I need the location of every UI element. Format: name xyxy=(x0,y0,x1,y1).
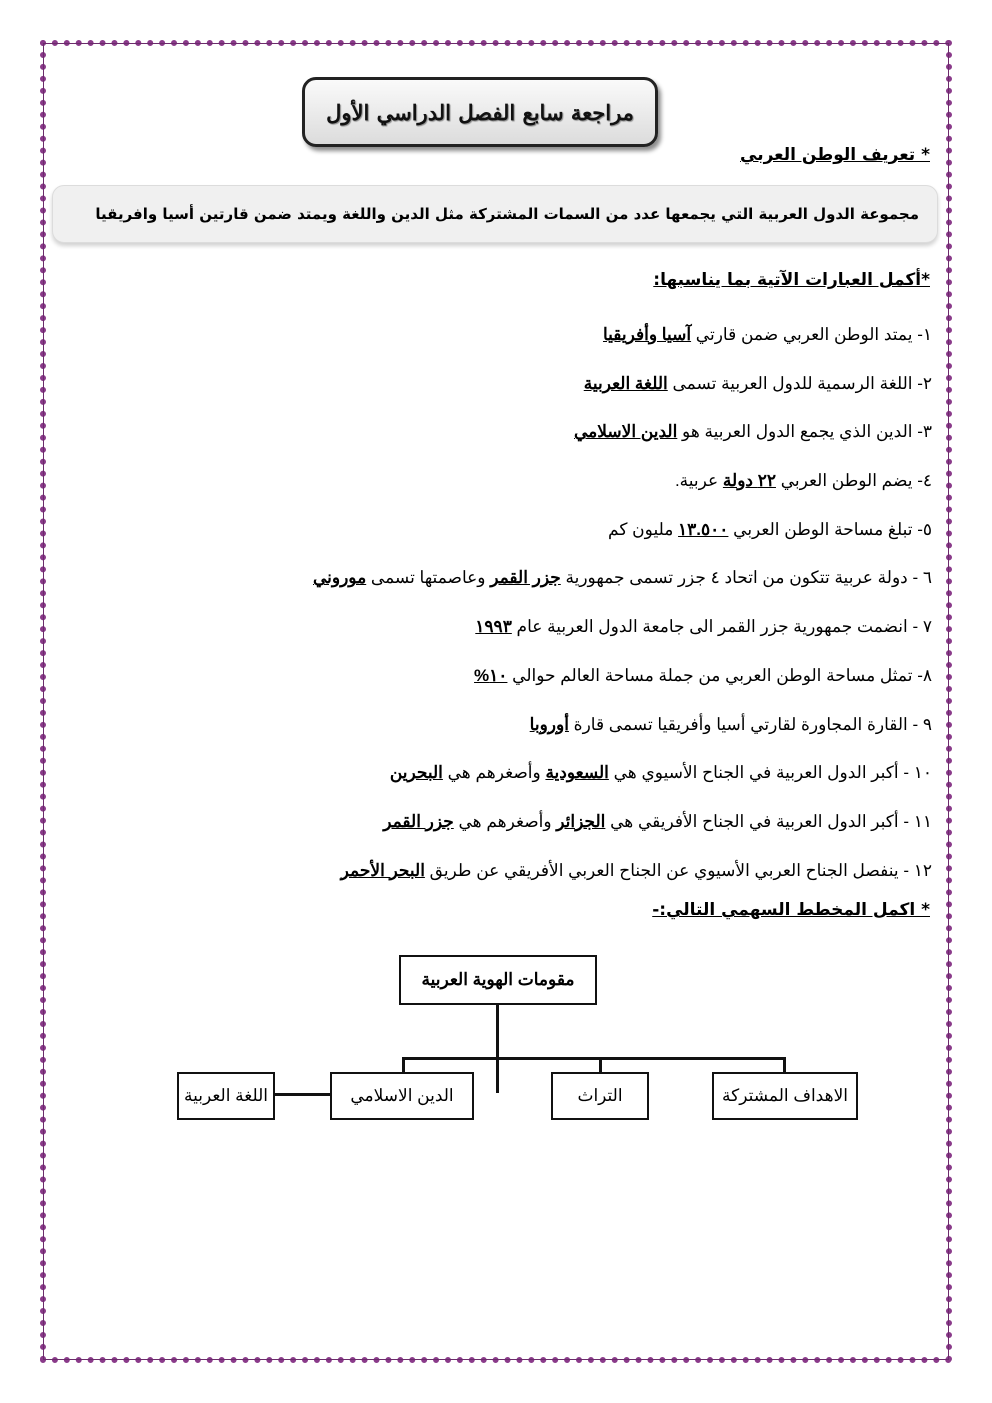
list-item: ٦ - دولة عربية تتكون من اتحاد ٤ جزر تسمى جمهورية جزر القمر وعاصمتها تسمى موروني xyxy=(312,568,932,588)
answer: موروني xyxy=(312,568,367,588)
diagram-node-heritage: التراث xyxy=(551,1072,649,1120)
connector-line xyxy=(496,1005,499,1093)
diagram-node-goals: الاهداف المشتركة xyxy=(712,1072,858,1120)
list-item: ٩ - القارة المجاورة لقارتي أسيا وأفريقيا تسمى قارة أوروبا xyxy=(529,714,932,734)
definition-heading: * تعريف الوطن العربي xyxy=(740,145,930,165)
connector-line xyxy=(783,1057,786,1072)
definition-box xyxy=(52,185,938,243)
list-item: ١- يمتد الوطن العربي ضمن قارتي آسيا وأفريقيا xyxy=(602,325,932,344)
answer: البحرين xyxy=(389,763,443,783)
list-item: ٢- اللغة الرسمية للدول العربية تسمى اللغة العربية xyxy=(583,373,932,393)
complete-heading: *أكمل العبارات الآتية بما يناسبها: xyxy=(653,270,930,290)
answer: البحر الأحمر xyxy=(340,860,425,880)
connector-line xyxy=(402,1057,785,1060)
answer: ٢٢ دولة xyxy=(722,471,776,491)
answer: الجزائر xyxy=(556,811,606,831)
definition-text: مجموعة الدول العربية التي يجمعها عدد من السمات المشتركة مثل الدين واللغة ويمتد ضمن قارتين أسيا وافريقيا xyxy=(95,205,919,223)
answer: ١٩٩٣ xyxy=(475,617,512,637)
page-title: مراجعة سابع الفصل الدراسي الأول xyxy=(302,77,658,147)
connector-line xyxy=(599,1057,602,1072)
answer: أوروبا xyxy=(529,714,569,734)
answer: جزر القمر xyxy=(383,811,454,831)
answer: ١٠% xyxy=(474,665,508,685)
diagram-node-language: اللغة العربية xyxy=(177,1072,275,1120)
diagram-node-religion: الدين الاسلامي xyxy=(330,1072,474,1120)
answer: آسيا وأفريقيا xyxy=(602,325,692,344)
answer: اللغة العربية xyxy=(583,373,668,393)
answer: الدين الاسلامي xyxy=(574,422,678,442)
connector-line xyxy=(275,1093,330,1096)
list-item: ١١ - أكبر الدول العربية في الجناح الأفريقي هي الجزائر وأصغرهم هي جزر القمر xyxy=(383,811,932,831)
list-item: ٥- تبلغ مساحة الوطن العربي ١٣.٥٠٠ مليون كم xyxy=(608,519,932,539)
connector-line xyxy=(402,1057,405,1072)
diagram-heading: * اكمل المخطط السهمي التالي:- xyxy=(652,900,930,920)
list-item: ٤- يضم الوطن العربي ٢٢ دولة عربية. xyxy=(674,471,932,491)
answer: السعودية xyxy=(545,763,609,783)
answer: جزر القمر xyxy=(490,568,561,588)
list-item: ١٢ - ينفصل الجناح العربي الأسيوي عن الجناح العربي الأفريقي عن طريق البحر الأحمر xyxy=(340,860,932,880)
list-item: ٧ - انضمت جمهورية جزر القمر الى جامعة الدول العربية عام ١٩٩٣ xyxy=(475,617,932,637)
list-item: ١٠ - أكبر الدول العربية في الجناح الأسيوي هي السعودية وأصغرهم هي البحرين xyxy=(389,763,932,783)
answer: ١٣.٥٠٠ xyxy=(678,519,729,539)
diagram-root: مقومات الهوية العربية xyxy=(399,955,597,1005)
list-item: ٨- تمثل مساحة الوطن العربي من جملة مساحة العالم حوالي ١٠% xyxy=(474,665,932,685)
list-item: ٣- الدين الذي يجمع الدول العربية هو الدين الاسلامي xyxy=(574,422,932,442)
statement-list xyxy=(212,318,932,902)
